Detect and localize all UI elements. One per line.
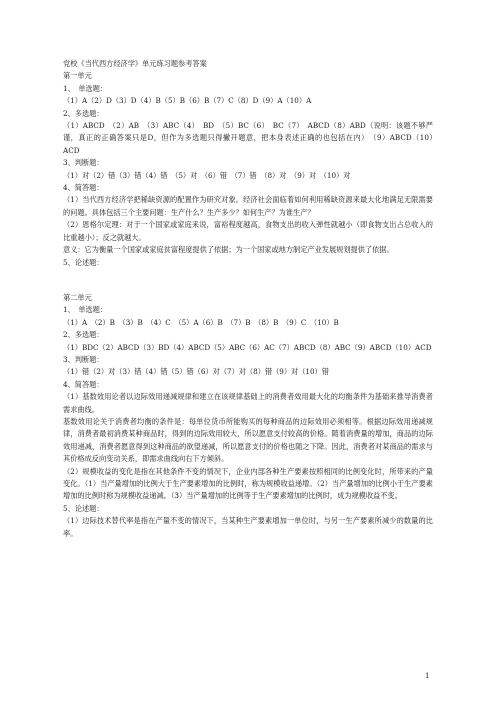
unit1-short-answer-3: 意义：它为衡量一个国家或家庭贫富程度提供了依据；为一个国家或地方制定产业发展规划提供了依据。 bbox=[63, 245, 394, 255]
unit1-single-choice-heading: 1、 单选题： bbox=[63, 83, 108, 93]
unit2-essay-answer-1: （1）边际技术替代率是指在产量不变的情况下，当某种生产要素增加一单位时，与另一生产要素所减少的数量的比率。 bbox=[63, 516, 433, 538]
unit1-short-answer-heading: 4、简答题： bbox=[63, 183, 104, 193]
unit2-heading: 第二单元 bbox=[63, 292, 92, 302]
unit2-single-choice-heading: 1、 单选题： bbox=[63, 305, 108, 315]
unit2-single-choice-answers: （1）A （2）B （3）B （4）C （5）A（6）B （7）B （8）B （9）C （10）B bbox=[63, 317, 339, 327]
unit1-single-choice-answers: （1）A（2）D（3）D（4）B（5）B（6）B（7）C（8）D（9）A（10）A bbox=[63, 96, 312, 106]
unit2-short-answer-2: 基数效用论关于消费者均衡的条件是：每单位货币所能购买的每种商品的边际效用必须相等。根据边际效用递减规律，消费者最初消费某种商品时，得到的边际效用较大，所以愿意支付较高的价格。随着消费量的增加，商品的边际效用递减，消费者愿意得到这种商品的欲望递减，所以愿意支付的价格也随之下降。因此，消费者对某商品的需求与其价格成反向变动关系，即需求曲线向右下方倾斜。 bbox=[63, 416, 433, 464]
unit1-judgment-heading: 3、判断题： bbox=[63, 158, 104, 168]
document-body bbox=[63, 58, 441, 540]
unit1-multi-choice-answers: （1）ABCD （2）AB （3）ABC（4） BD （5）BC（6） BC（7） ABCD（8）ABD（说明：该题不够严谨，真正的正确答案只是D，但作为多选题只得撇开题意，把本身表述正确的也包括在内） （9）ABCD（10） ACD bbox=[63, 121, 441, 155]
unit1-essay-heading: 5、论述题： bbox=[63, 257, 104, 267]
unit2-judgment-heading: 3、判断题： bbox=[63, 354, 104, 364]
unit2-multi-choice-heading: 2、多选题： bbox=[63, 330, 104, 340]
unit1-short-answer-2: （2）恩格尔定理：对于一个国家或家庭来说，富裕程度越高，食物支出的收入弹性就越小（即食物支出占总收入的比重越小）；反之就越大。 bbox=[63, 220, 433, 242]
unit1-judgment-answers: （1）对（2）错（3）错（4）错 （5）对 （6）错 （7）错 （8）对 （9）对 （10）对 bbox=[63, 170, 351, 180]
page-number: 1 bbox=[425, 672, 430, 680]
section-spacer bbox=[63, 269, 433, 292]
unit2-multi-choice-answers: （1）BDC（2）ABCD（3）BD（4）ABCD（5）ABC（6）AC（7）ABCD（8）ABC（9）ABCD（10）ACD bbox=[63, 342, 432, 352]
unit1-heading: 第一单元 bbox=[63, 71, 92, 81]
unit2-short-answer-heading: 4、简答题： bbox=[63, 379, 104, 389]
unit2-judgment-answers: （1）错（2）对（3）错（4）错（5）错（6）对（7）对（8）错（9）对（10）错 bbox=[63, 367, 329, 377]
unit1-multi-choice-heading: 2、多选题： bbox=[63, 108, 104, 118]
unit2-essay-heading: 5、论述题： bbox=[63, 503, 104, 513]
unit1-short-answer-1: （1）当代西方经济学把稀缺资源的配置作为研究对象。经济社会面临着如何利用稀缺资源来最大化地满足无限需要的问题。具体包括三个主要问题：生产什么？生产多少？如何生产？为谁生产？ bbox=[63, 195, 433, 217]
unit2-short-answer-1: （1）基数效用论者以边际效用递减规律和建立在该规律基础上的消费者效用最大化的均衡条件为基础来推导消费者需求曲线。 bbox=[63, 392, 433, 414]
unit2-short-answer-3: （2）规模收益的变化是指在其他条件不变的情况下，企业内部各种生产要素按照相同的比例变化时，所带来的产量变化。（1）当产量增加的比例大于生产要素增加的比例时，称为规模收益递增。（2）当产量增加的比例小于生产要素增加的比例时称为规模收益递减。（3）当产量增加的比例等于生产要素增加的比例时，成为规模收益不变。 bbox=[63, 466, 433, 501]
document-title: 党校《当代西方经济学》单元练习题参考答案 bbox=[63, 59, 207, 68]
